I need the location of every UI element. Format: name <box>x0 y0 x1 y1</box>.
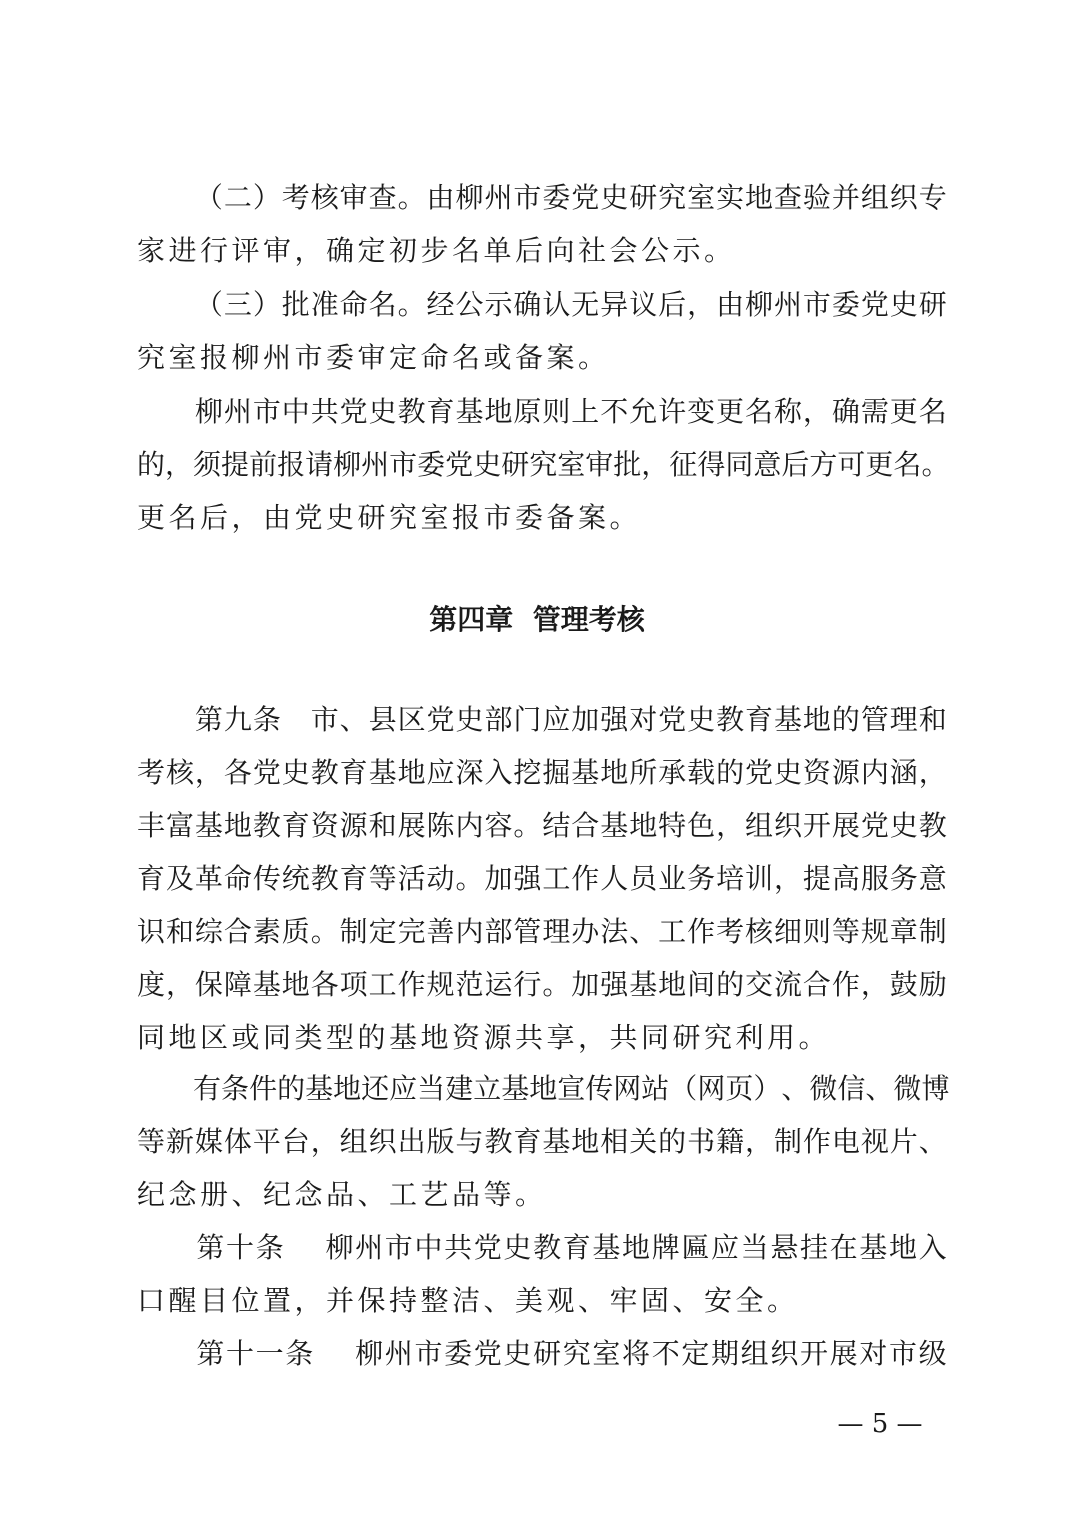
text-line: （ 三 ） 批 准 命 名 。 经 公 示 确 认 无 异 议 后 ， 由 柳 州 市 委 党 史 研 <box>194 288 947 321</box>
text-line: 的 ， 须 提 前 报 请 柳 州 市 委 党 史 研 究 室 审 批 ， 征 得 同 意 后 方 可 更 名 。 <box>137 448 950 481</box>
text-line: 第 十 条 柳 州 市 中 共 党 史 教 育 基 地 牌 匾 应 当 悬 挂 在 基 地 入 <box>196 1231 947 1264</box>
text-line: 第 九 条 市 、 县 区 党 史 部 门 应 加 强 对 党 史 教 育 基 地 的 管 理 和 <box>194 703 947 736</box>
text-line: 考 核 ， 各 党 史 教 育 基 地 应 深 入 挖 掘 基 地 所 承 载 的 党 史 资 源 内 涵 ， <box>137 756 947 789</box>
text-line: 等 新 媒 体 平 台 ， 组 织 出 版 与 教 育 基 地 相 关 的 书 籍 ， 制 作 电 视 片 、 <box>137 1125 947 1158</box>
text-line: 第 十 一 条 柳 州 市 委 党 史 研 究 室 将 不 定 期 组 织 开 展 对 市 级 <box>196 1337 947 1370</box>
text-line: 究室报柳州市委审定命名或备案。 <box>137 341 610 374</box>
text-line: 纪念册、纪念品、工艺品等。 <box>137 1178 547 1211</box>
text-line: 识 和 综 合 素 质 。 制 定 完 善 内 部 管 理 办 法 、 工 作 考 核 细 则 等 规 章 制 <box>137 915 947 948</box>
text-line: 柳 州 市 中 共 党 史 教 育 基 地 原 则 上 不 允 许 变 更 名 称 ， 确 需 更 名 <box>194 395 947 428</box>
chapter-heading: 第四章 管理考核 <box>429 603 645 636</box>
text-line: 口醒目位置，并保持整洁、美观、牢固、安全。 <box>137 1284 799 1317</box>
text-line: 家进行评审，确定初步名单后向社会公示。 <box>137 234 736 267</box>
text-line: 度 ， 保 障 基 地 各 项 工 作 规 范 运 行 。 加 强 基 地 间 的 交 流 合 作 ， 鼓 励 <box>137 968 947 1001</box>
text-line: （ 二 ） 考 核 审 查 。 由 柳 州 市 委 党 史 研 究 室 实 地 查 验 并 组 织 专 <box>194 181 947 214</box>
text-line: 同地区或同类型的基地资源共享，共同研究利用。 <box>137 1021 831 1054</box>
text-line: 有 条 件 的 基 地 还 应 当 建 立 基 地 宣 传 网 站 （ 网 页 ） 、 微 信 、 微 博 <box>193 1072 950 1105</box>
page-number: — 5 — <box>837 1409 923 1439</box>
text-line: 更名后，由党史研究室报市委备案。 <box>137 501 642 534</box>
text-line: 丰 富 基 地 教 育 资 源 和 展 陈 内 容 。 结 合 基 地 特 色 ， 组 织 开 展 党 史 教 <box>137 809 947 842</box>
text-line: 育 及 革 命 传 统 教 育 等 活 动 。 加 强 工 作 人 员 业 务 培 训 ， 提 高 服 务 意 <box>137 862 947 895</box>
